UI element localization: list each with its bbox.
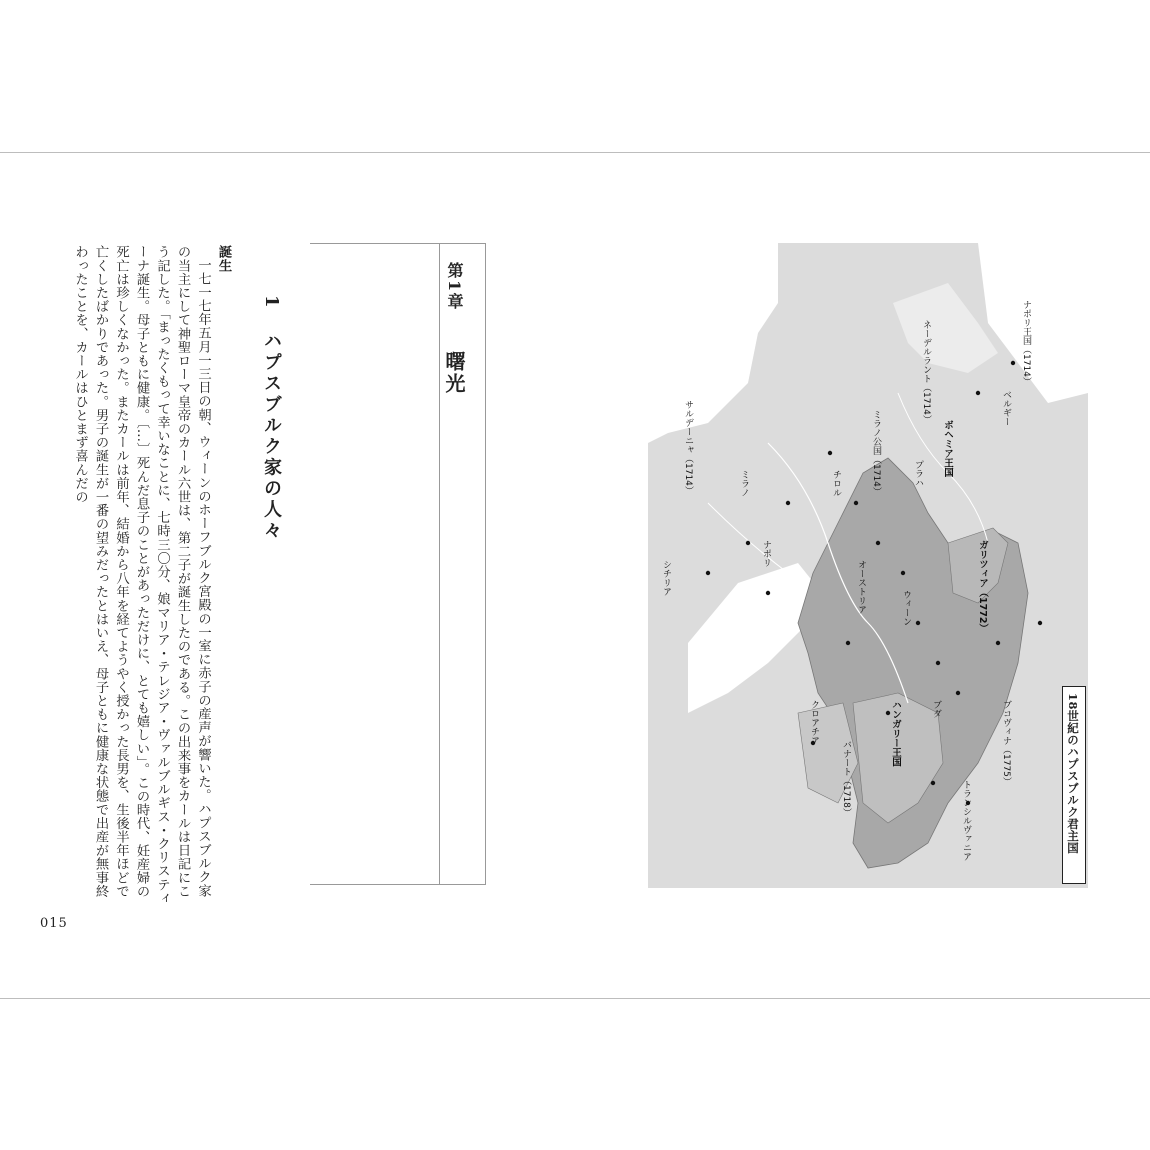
page-number: 015 xyxy=(40,916,68,931)
chapter-label: 第1章 xyxy=(445,262,464,312)
map-label: ナポリ王国（1714） xyxy=(1021,300,1031,386)
map-label: バナート（1718） xyxy=(841,740,851,817)
map-label: ウィーン xyxy=(901,590,911,626)
map-label: サルデーニャ（1714） xyxy=(683,400,693,495)
map-label: ハンガリー王国 xyxy=(890,700,901,767)
chapter-title xyxy=(440,262,469,395)
map-label: プラハ xyxy=(913,460,923,487)
divider xyxy=(485,243,486,885)
section-title: 1 ハプスブルク家の人々 xyxy=(261,295,282,542)
map-label: ボヘミア王国 xyxy=(942,420,953,477)
map-label: トランシルヴァニア xyxy=(961,780,971,861)
map-label: ネーデルラント（1714） xyxy=(921,320,931,424)
map-label: クロアチア xyxy=(809,700,819,745)
body-heading: 誕生 xyxy=(216,245,231,273)
map-label: ベルギー xyxy=(1001,390,1011,426)
map-title-box xyxy=(1062,686,1086,884)
divider xyxy=(310,884,486,885)
map-label: ガリツィア（1772） xyxy=(977,540,988,633)
map-label: ブダ xyxy=(931,700,941,718)
map-label: ミラノ xyxy=(739,470,749,497)
map-label: ブコヴィナ（1775） xyxy=(1001,700,1011,786)
map-label: ミラノ公国（1714） xyxy=(871,410,881,496)
map-label: ナポリ xyxy=(761,540,771,567)
chapter-name: 曙光 xyxy=(442,351,466,396)
map-label: シチリア xyxy=(661,560,671,596)
divider xyxy=(310,243,486,244)
body-paragraph: 一七一七年五月一三日の朝、ウィーンのホーフブルク宮殿の一室に赤子の産声が響いた。ハプスブルク家の当主にして神聖ローマ皇帝のカール六世は、第二子が誕生したのである。この出来事をカールは日記にこう記した。「まったくもって幸いなことに、七時三〇分、娘マリア・テレジア・ヴァルブルギス・クリスティーナ誕生。母子ともに健康。〔…〕死んだ息子のことがあっただけに、とても嬉しい」。この時代、妊産婦の死亡は珍しくなかった。またカールは前年、結婚から八年を経てようやく授かった長男を、生後半年ほどで亡くしたばかりであった。男子の誕生が一番の望みだったとはいえ、母子ともに健康な状態で出産が無事終わったことを、カールはひとまず喜んだの xyxy=(72,245,211,905)
map-label: オーストリア xyxy=(856,560,866,614)
body-text xyxy=(28,245,233,905)
map-title: 18世紀のハプスブルク君主国 xyxy=(1066,693,1080,855)
map-label: チロル xyxy=(831,470,841,497)
